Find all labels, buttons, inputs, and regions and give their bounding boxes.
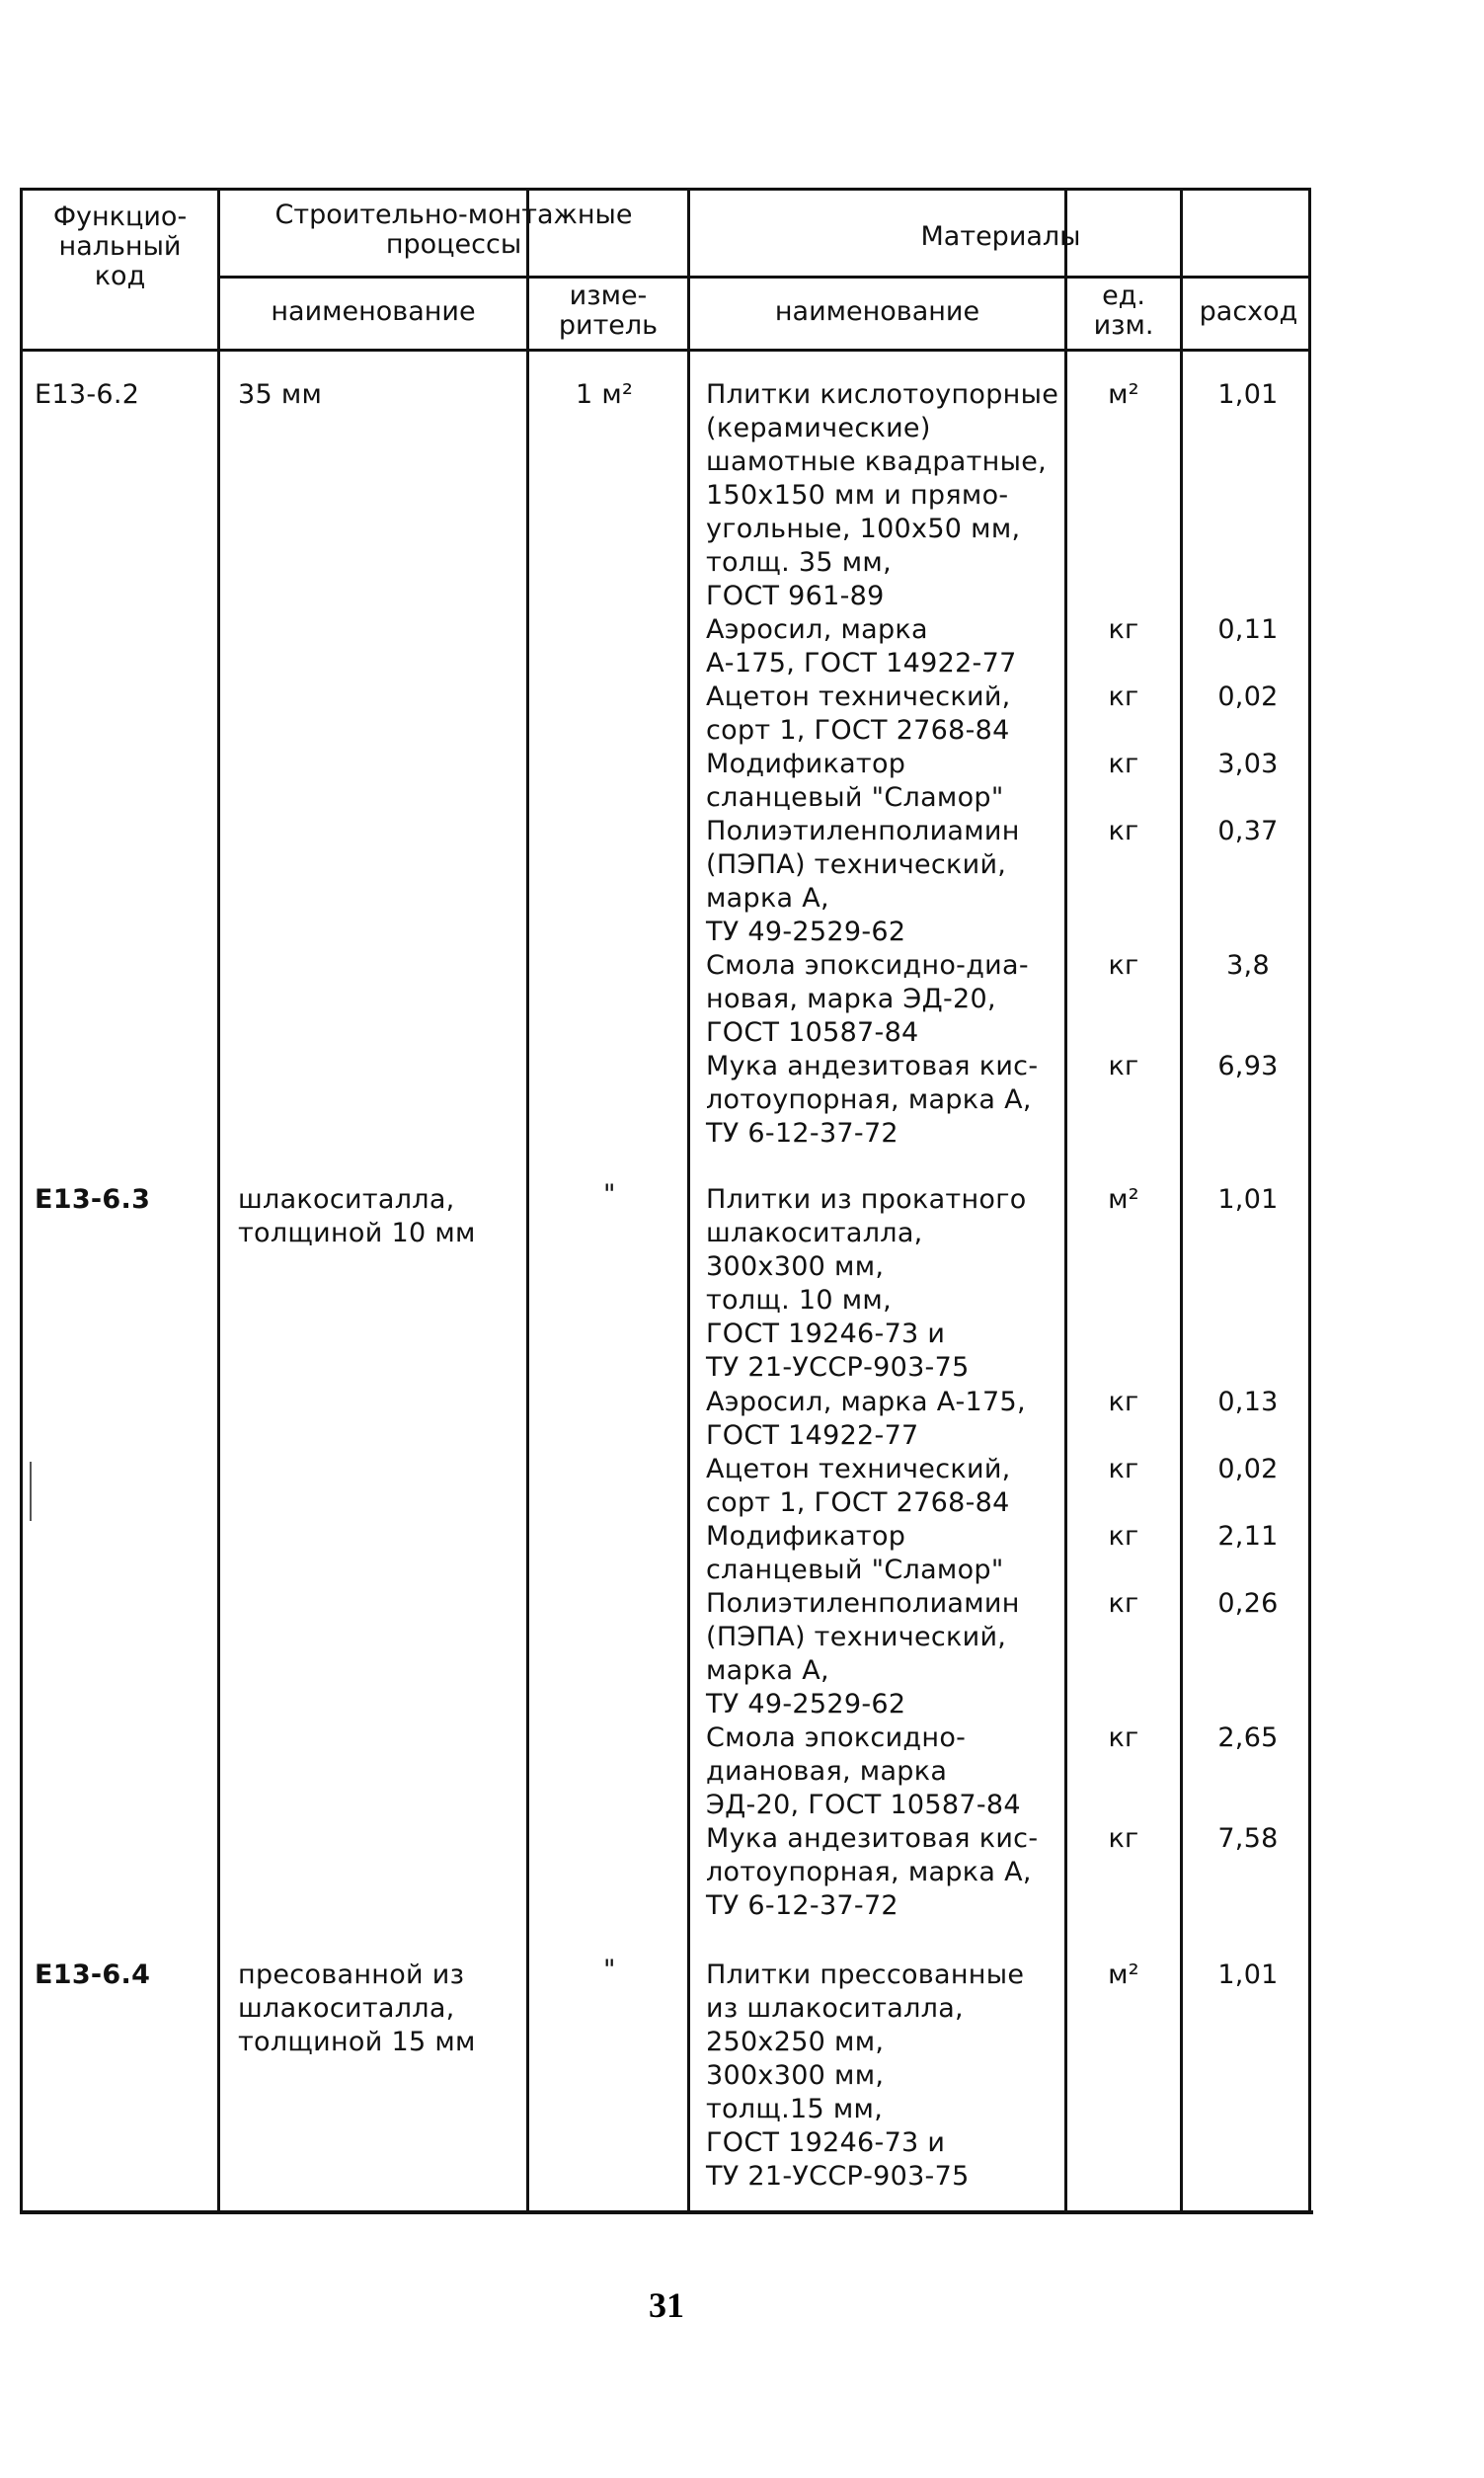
- material-unit: кг: [1108, 1823, 1139, 1854]
- material-quantity: 2,11: [1217, 1521, 1279, 1552]
- material-name: Плитки прессованные из шлакоситалла, 250x250 мм, 300x300 мм, толщ.15 мм, ГОСТ 19246-73 и ТУ 21-УССР-903-75: [706, 1959, 1025, 2192]
- col-divider-2: [526, 191, 529, 2212]
- material-name: Плитки кислотоупорные (керамические) шамотные квадратные, 150x150 мм и прямо- угольные, 100x50 мм, толщ. 35 мм, ГОСТ 961-89: [706, 379, 1059, 611]
- row-code: Е13-6.3: [35, 1184, 151, 1215]
- margin-mark: [30, 1462, 32, 1521]
- material-quantity: 3,03: [1217, 749, 1279, 779]
- header-subdivider: [217, 276, 1308, 279]
- header-bottom-rule: [23, 349, 1308, 352]
- material-name: Ацетон технический, сорт 1, ГОСТ 2768-84: [706, 1454, 1011, 1518]
- row-code: Е13-6.2: [35, 379, 140, 410]
- material-quantity: 0,37: [1217, 816, 1279, 846]
- material-name: Полиэтиленполиамин (ПЭПА) технический, марка А, ТУ 49-2529-62: [706, 1588, 1020, 1719]
- row-process: шлакоситалла, толщиной 10 мм: [238, 1184, 476, 1248]
- material-unit: кг: [1108, 1588, 1139, 1619]
- material-unit: м²: [1108, 1959, 1139, 1990]
- material-quantity: 1,01: [1217, 1184, 1279, 1215]
- material-unit: кг: [1108, 681, 1139, 712]
- header-material-name: наименование: [774, 296, 980, 327]
- header-process-meter: изме- ритель: [558, 280, 659, 341]
- col-divider-3: [687, 191, 690, 2212]
- header-function-code: Функцио- нальный код: [52, 201, 188, 291]
- material-name: Ацетон технический, сорт 1, ГОСТ 2768-84: [706, 681, 1011, 746]
- material-name: Аэросил, марка А-175, ГОСТ 14922-77: [706, 1387, 1026, 1451]
- material-unit: м²: [1108, 379, 1139, 410]
- row-process: пресованной из шлакоситалла, толщиной 15 мм: [238, 1959, 476, 2057]
- material-name: Модификатор сланцевый "Сламор": [706, 749, 1004, 813]
- header-process-name: наименование: [271, 296, 476, 327]
- material-quantity: 0,02: [1217, 681, 1279, 712]
- material-quantity: 0,13: [1217, 1387, 1279, 1417]
- material-unit: кг: [1108, 614, 1139, 645]
- material-name: Смола эпоксидно-диа- новая, марка ЭД-20, ГОСТ 10587-84: [706, 950, 1029, 1048]
- material-unit: кг: [1108, 1521, 1139, 1552]
- material-unit: кг: [1108, 1051, 1139, 1081]
- material-unit: кг: [1108, 816, 1139, 846]
- material-name: Плитки из прокатного шлакоситалла, 300x300 мм, толщ. 10 мм, ГОСТ 19246-73 и ТУ 21-УССР-903-75: [706, 1184, 1027, 1383]
- row-meter: ": [603, 1179, 616, 1210]
- material-unit: кг: [1108, 1454, 1139, 1484]
- material-quantity: 6,93: [1217, 1051, 1279, 1081]
- row-process: 35 мм: [238, 379, 323, 410]
- row-code: Е13-6.4: [35, 1959, 151, 1990]
- material-name: Мука андезитовая кис- лотоупорная, марка А, ТУ 6-12-37-72: [706, 1823, 1039, 1921]
- row-meter: 1 м²: [576, 379, 634, 410]
- material-unit: кг: [1108, 1722, 1139, 1753]
- page-number: 31: [649, 2285, 684, 2325]
- material-unit: м²: [1108, 1184, 1139, 1215]
- header-materials: Материалы: [920, 221, 1081, 252]
- row-meter: ": [603, 1955, 616, 1985]
- material-quantity: 1,01: [1217, 1959, 1279, 1990]
- material-name: Смола эпоксидно- диановая, марка ЭД-20, ГОСТ 10587-84: [706, 1722, 1021, 1820]
- material-quantity: 2,65: [1217, 1722, 1279, 1753]
- material-quantity: 7,58: [1217, 1823, 1279, 1854]
- header-construction-processes: Строительно-монтажные процессы: [274, 200, 633, 260]
- material-name: Мука андезитовая кис- лотоупорная, марка А, ТУ 6-12-37-72: [706, 1051, 1039, 1149]
- material-quantity: 0,02: [1217, 1454, 1279, 1484]
- material-name: Модификатор сланцевый "Сламор": [706, 1521, 1004, 1585]
- materials-table: [20, 188, 1311, 2212]
- material-quantity: 0,26: [1217, 1588, 1279, 1619]
- material-unit: кг: [1108, 950, 1139, 981]
- material-unit: кг: [1108, 749, 1139, 779]
- material-name: Аэросил, марка А-175, ГОСТ 14922-77: [706, 614, 1017, 679]
- material-name: Полиэтиленполиамин (ПЭПА) технический, марка А, ТУ 49-2529-62: [706, 816, 1020, 947]
- header-material-quantity: расход: [1199, 296, 1298, 327]
- material-quantity: 0,11: [1217, 614, 1279, 645]
- header-material-unit: ед. изм.: [1093, 280, 1154, 341]
- material-quantity: 1,01: [1217, 379, 1279, 410]
- material-unit: кг: [1108, 1387, 1139, 1417]
- material-quantity: 3,8: [1226, 950, 1270, 981]
- table-bottom-rule: [20, 2210, 1313, 2214]
- col-divider-1: [217, 191, 220, 2212]
